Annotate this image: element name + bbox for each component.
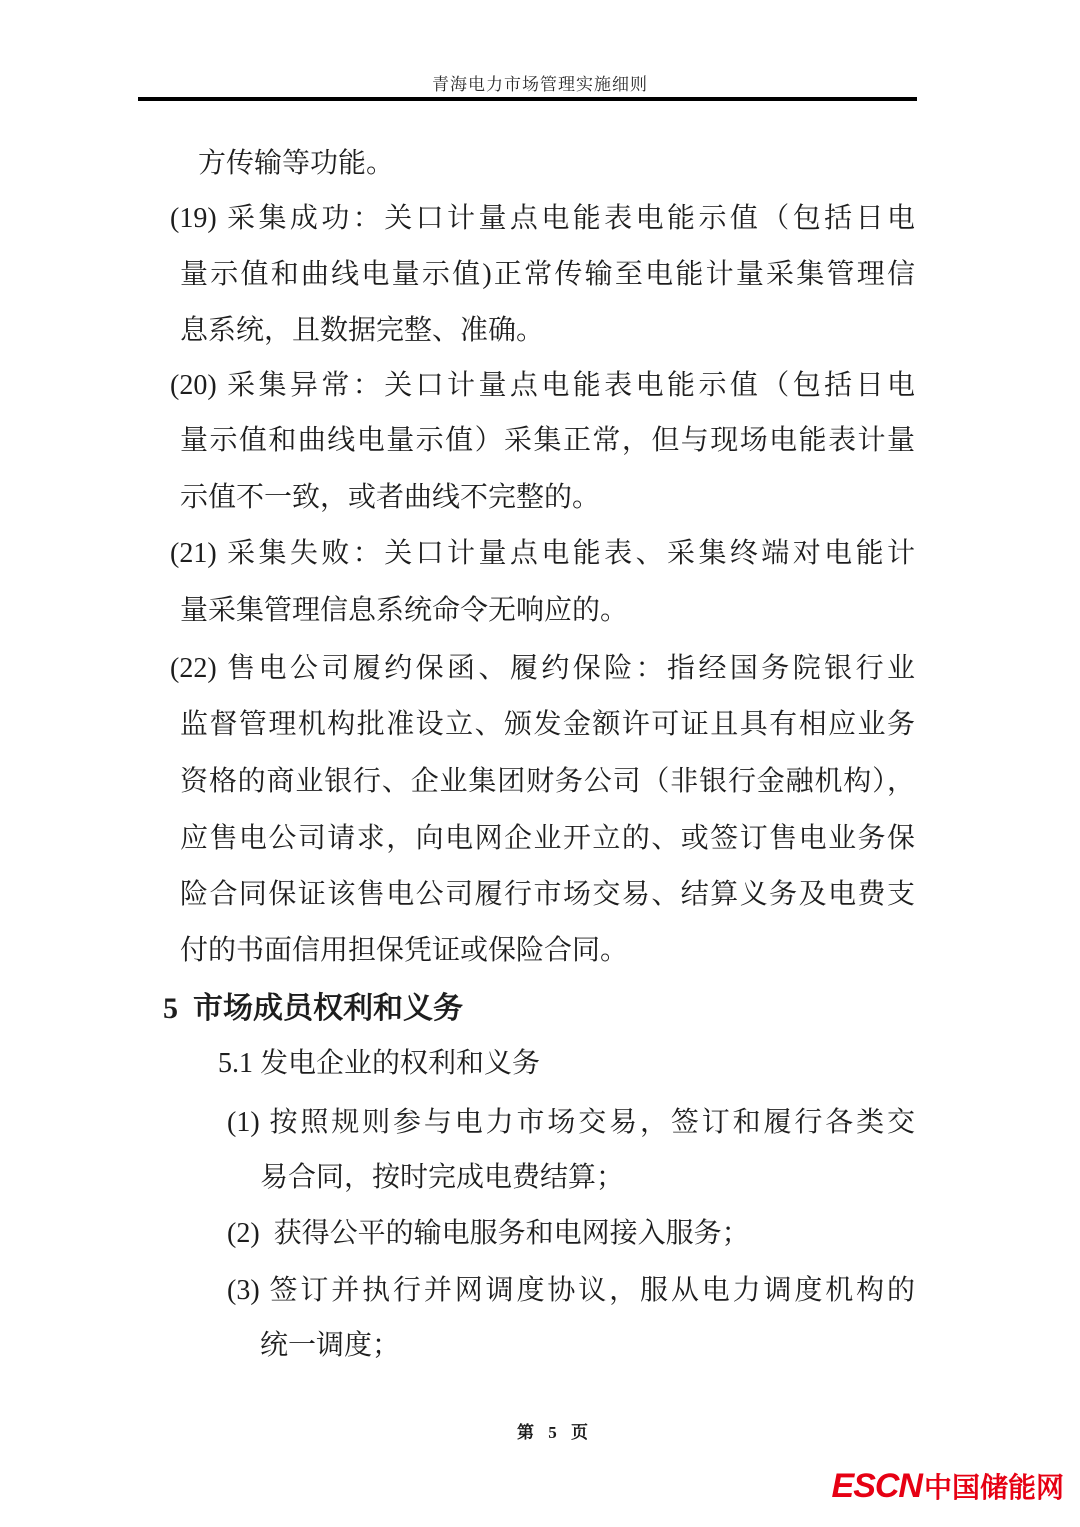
doc-line: (21) 采集失败：关口计量点电能表、采集终端对电能计 [170,538,915,569]
doc-line: 险合同保证该售电公司履行市场交易、结算义务及电费支 [180,879,915,910]
doc-line: (22) 售电公司履约保函、履约保险：指经国务院银行业 [170,653,915,684]
doc-line: 资格的商业银行、企业集团财务公司（非银行金融机构）， [180,766,915,797]
doc-line: 示值不一致，或者曲线不完整的。 [180,482,601,513]
page-footer: 第 5 页 [517,1423,593,1442]
page-header-title: 青海电力市场管理实施细则 [432,75,648,94]
doc-line: 应售电公司请求，向电网企业开立的、或签订售电业务保 [180,823,915,854]
header-rule [138,97,917,101]
logo-latin-text: ESCN [831,1466,922,1505]
doc-line: 付的书面信用担保凭证或保险合同。 [180,935,629,966]
doc-line: 5.1 发电企业的权利和义务 [218,1048,541,1079]
doc-line: (2) 获得公平的输电服务和电网接入服务； [227,1218,750,1249]
doc-line: 量采集管理信息系统命令无响应的。 [180,595,629,626]
doc-line: 量示值和曲线电量示值)正常传输至电能计量采集管理信 [180,259,915,290]
doc-line: (1) 按照规则参与电力市场交易，签订和履行各类交 [227,1107,915,1138]
doc-line: (19) 采集成功：关口计量点电能表电能示值（包括日电 [170,203,915,234]
doc-line: (3) 签订并执行并网调度协议，服从电力调度机构的 [227,1275,915,1306]
escn-logo [832,1466,1064,1506]
doc-line: 易合同，按时完成电费结算； [260,1162,625,1193]
logo-cjk-text: 中国储能网 [923,1473,1064,1504]
doc-line: 息系统，且数据完整、准确。 [180,315,545,346]
doc-line: 方传输等功能。 [198,148,395,179]
doc-line: 5 市场成员权利和义务 [163,992,463,1025]
doc-line: 统一调度； [260,1330,401,1361]
doc-line: 监督管理机构批准设立、颁发金额许可证且具有相应业务 [180,709,915,740]
doc-line: 量示值和曲线电量示值）采集正常，但与现场电能表计量 [180,425,915,456]
doc-line: (20) 采集异常：关口计量点电能表电能示值（包括日电 [170,370,915,401]
